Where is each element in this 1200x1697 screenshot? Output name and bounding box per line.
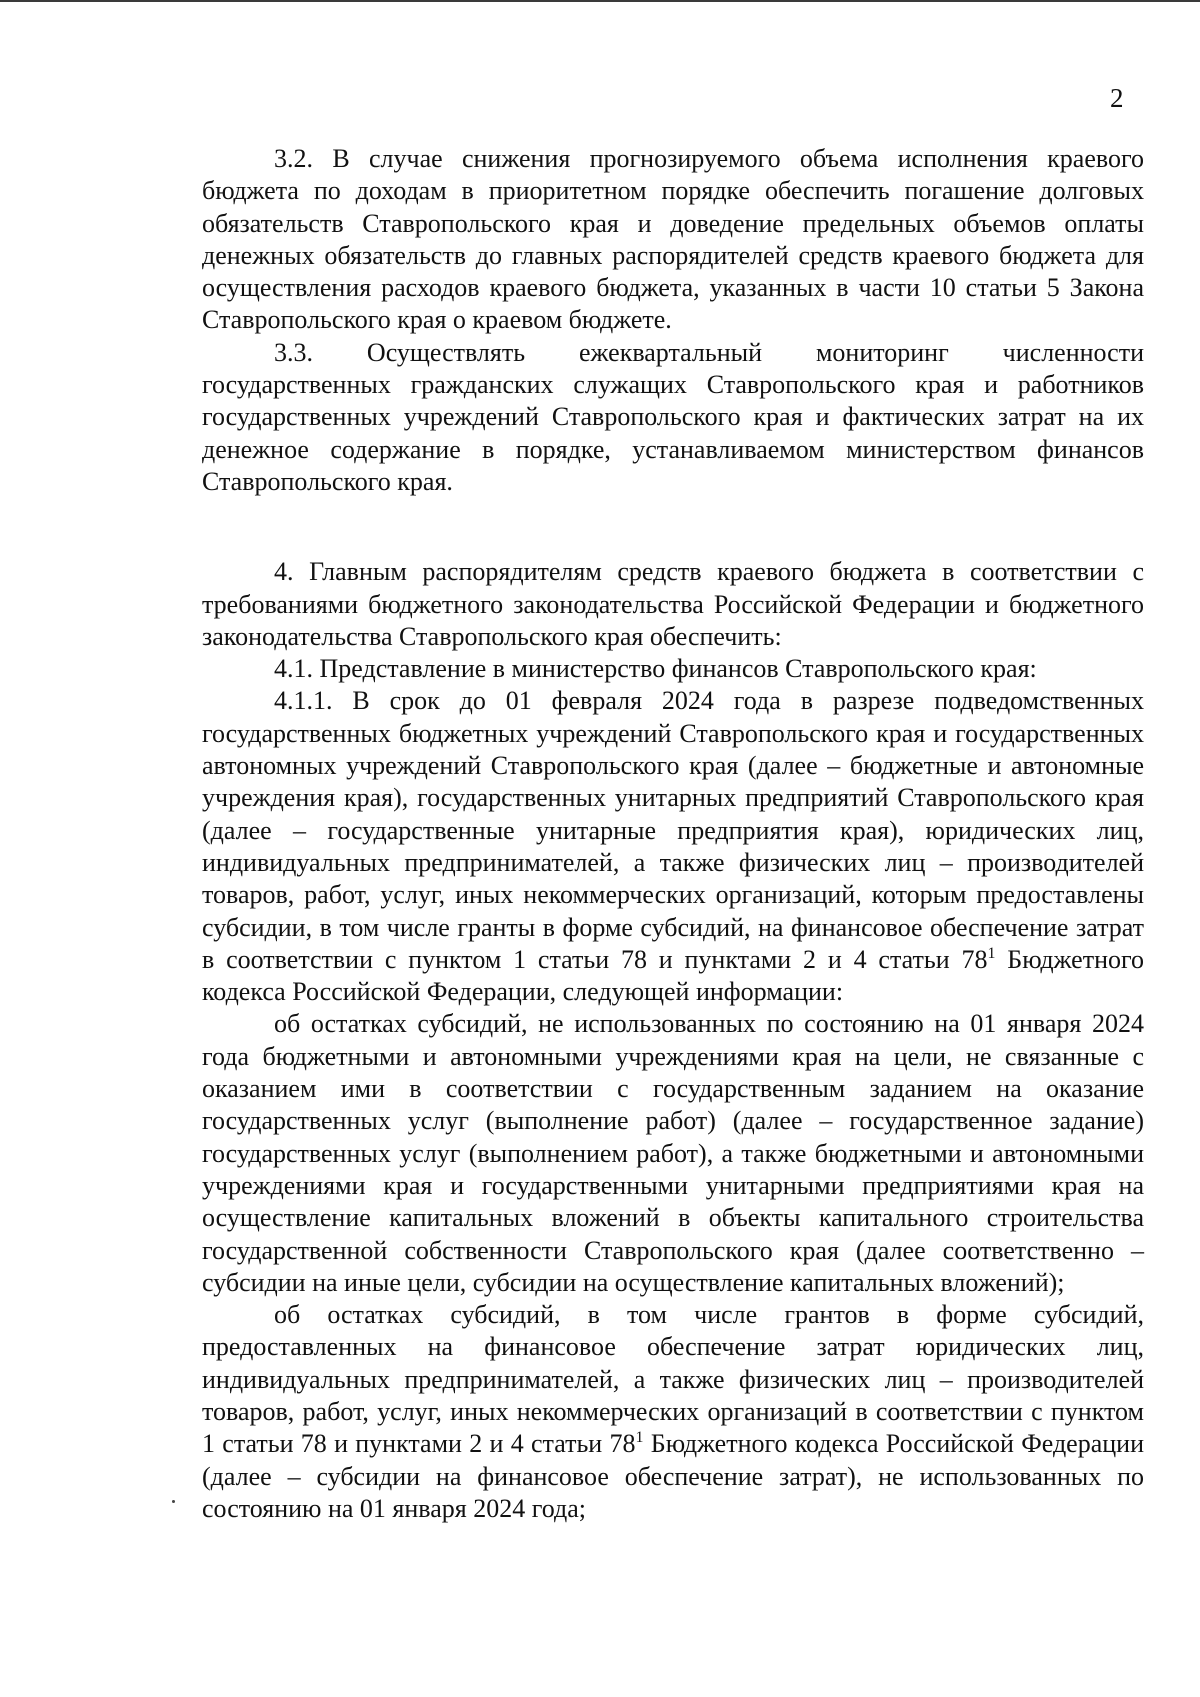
paragraph-3-2: 3.2. В случае снижения прогнозируемого объема исполнения краевого бюджета по доходам в приоритетном порядке обеспечить погашение долговых обязательств Ставропольского края и доведение предельных объемов оплаты денежных обязательств до главных распорядителей средств краевого бюджета для осуществления расходов краевого бюджета, указанных в части 10 статьи 5 Закона Ставропольского края о краевом бюджете. (202, 144, 1144, 335)
paragraph-4-1-1-text-a: 4.1.1. В срок до 01 февраля 2024 года в разрезе подведомственных государственных бюджетных учреждений Ставропольского края и государственных автономных учреждений Ставропольского края (далее – бюджетные и автономные учреждения края), государственных унитарных предприятий Ставропольского края (далее – государственные унитарные предприятия края), юридических лиц, индивидуальных предпринимателей, а также физических лиц – производителей товаров, работ, услуг, иных некоммерческих организаций, которым предоставлены субсидии, в том числе гранты в форме субсидий, на финансовое обеспечение затрат в соответствии с пунктом 1 статьи 78 и пунктами 2 и 4 статьи 78 (202, 686, 1144, 974)
superscript-1: 1 (987, 944, 996, 962)
paragraph-grant-subsidies (202, 1299, 1144, 1525)
paragraph-4: 4. Главным распорядителям средств краевого бюджета в соответствии с требованиями бюджетного законодательства Российской Федерации и бюджетного законодательства Ставропольского края обеспечить: (202, 557, 1144, 651)
superscript-1: 1 (635, 1429, 644, 1447)
paragraph-unused-subsidies: об остатках субсидий, не использованных по состоянию на 01 января 2024 года бюджетными и автономными учреждениями края на цели, не связанные с оказанием ими в соответствии с государственным заданием на оказание государственных услуг (выполнение работ) (далее – государственное задание) государственных услуг (выполнением работ), а также бюджетными и автономными учреждениями края и государственными унитарными предприятиями края на осуществление капитальных вложений в объекты капитального строительства государственной собственности Ставропольского края (далее соответственно – субсидии на иные цели, субсидии на осуществление капитальных вложений); (202, 1009, 1144, 1297)
paragraph-4-1-1 (202, 685, 1144, 1008)
scan-speck (172, 1500, 175, 1503)
top-scan-edge (0, 0, 1200, 2)
page-number: 2 (1110, 83, 1124, 113)
paragraph-grant-subsidies-text-b: Бюджетного кодекса Российской Федерации (далее – субсидии на финансовое обеспечение затрат), не использованных по состоянию на 01 января 2024 года; (202, 1429, 1144, 1523)
paragraph-grant-subsidies-text-a: об остатках субсидий, в том числе грантов в форме субсидий, предоставленных на финансовое обеспечение затрат юридических лиц, индивидуальных предпринимателей, а также физических лиц – производителей товаров, работ, услуг, иных некоммерческих организаций в соответствии с пунктом 1 статьи 78 и пунктами 2 и 4 статьи 78 (202, 1300, 1144, 1459)
paragraph-3-3: 3.3. Осуществлять ежеквартальный мониторинг численности государственных гражданских служащих Ставропольского края и работников государственных учреждений Ставропольского края и фактических затрат на их денежное содержание в порядке, устанавливаемом министерством финансов Ставропольского края. (202, 337, 1144, 496)
paragraph-4-1: 4.1. Представление в министерство финансов Ставропольского края: (274, 654, 1037, 684)
document-body (202, 143, 1144, 1525)
paragraph-4-1-1-text-b: Бюджетного кодекса Российской Федерации, следующей информации: (202, 944, 1145, 1007)
